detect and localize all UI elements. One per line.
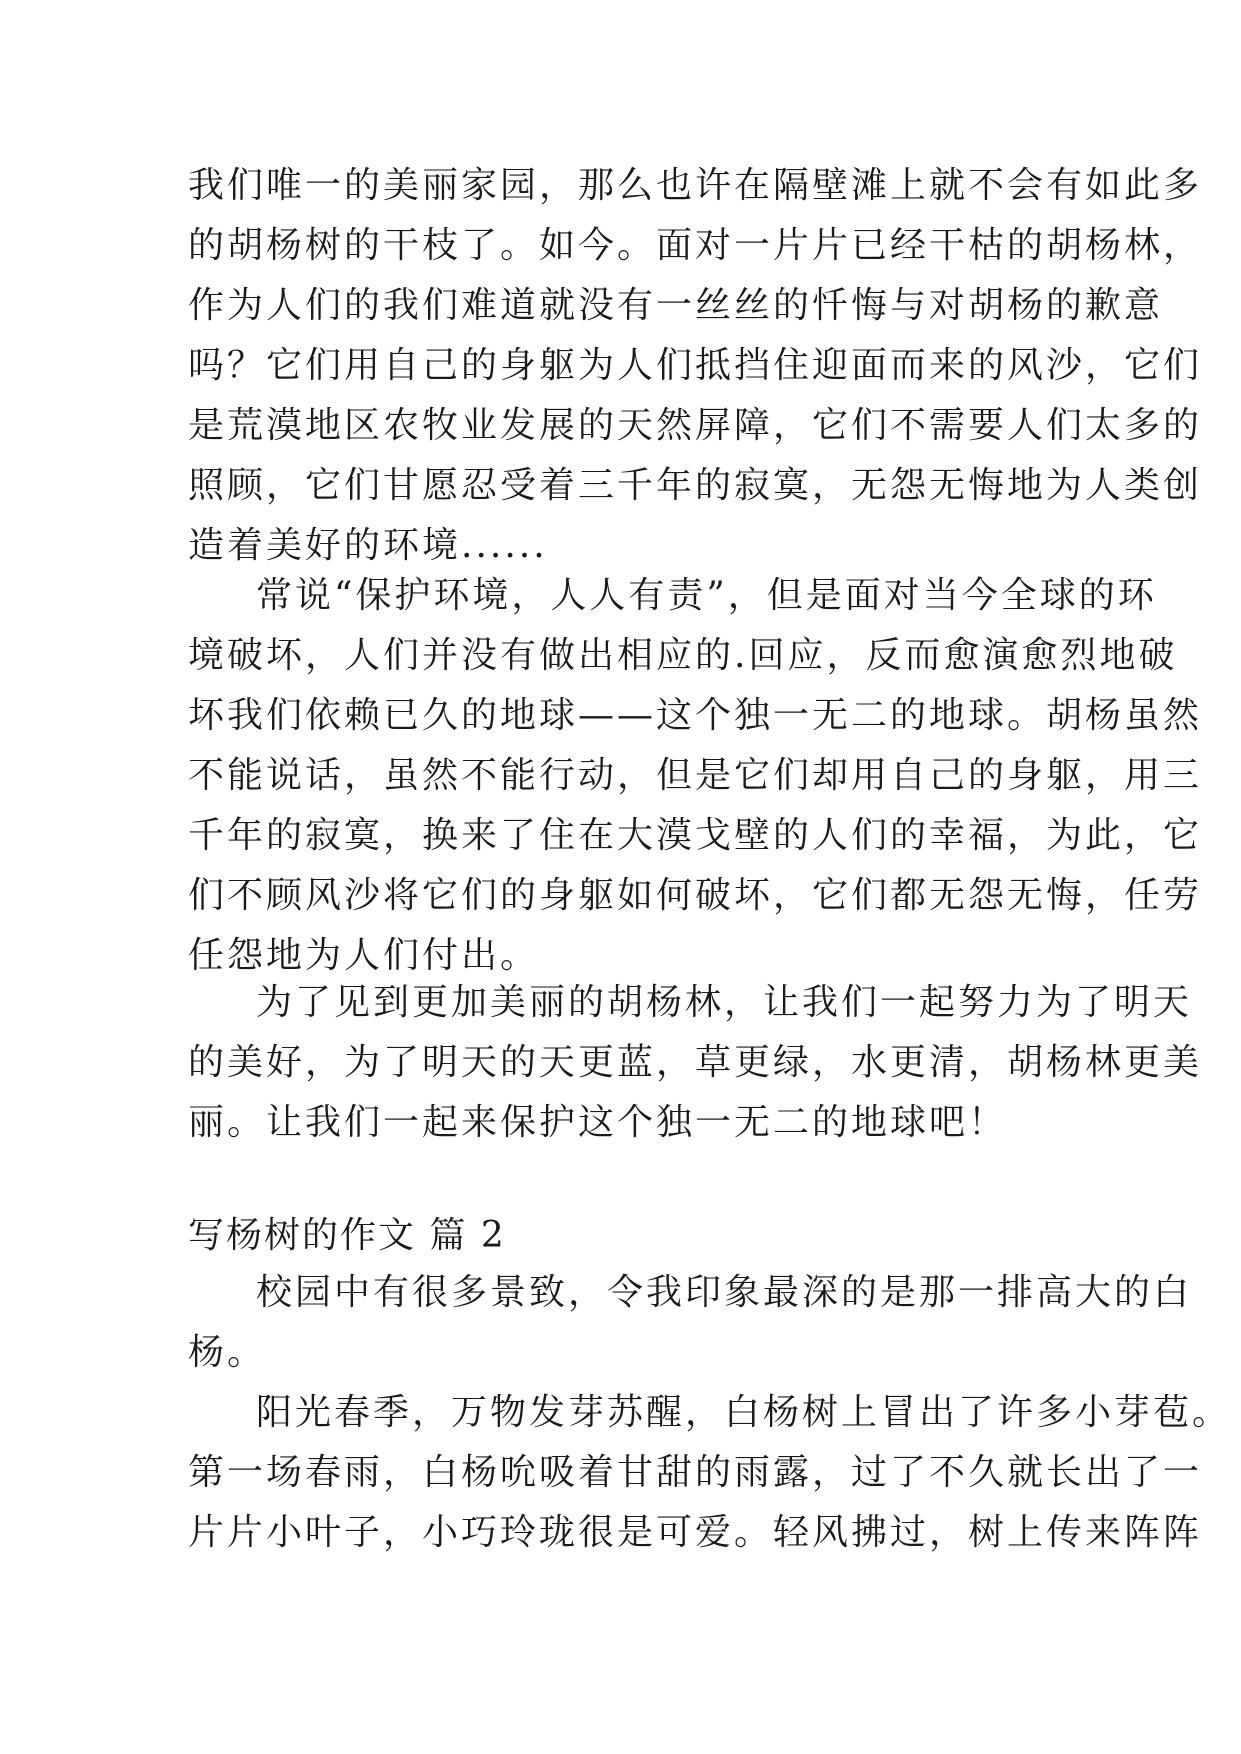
paragraph-line: 校园中有很多景致，令我印象最深的是那一排高大的白 [256, 1272, 1193, 1313]
paragraph-line: 吗？它们用自己的身躯为人们抵挡住迎面而来的风沙，它们 [188, 345, 1203, 386]
paragraph-line: 阳光春季，万物发芽苏醒，白杨树上冒出了许多小芽苞。 [256, 1392, 1232, 1433]
paragraph-line: 为了见到更加美丽的胡杨林，让我们一起努力为了明天 [256, 982, 1193, 1023]
paragraph-1 [188, 156, 1203, 576]
paragraph-3 [188, 973, 1203, 1153]
paragraph-line: 的美好，为了明天的天更蓝，草更绿，水更清，胡杨林更美 [188, 1042, 1203, 1083]
paragraph-line: 是荒漠地区农牧业发展的天然屏障，它们不需要人们太多的 [188, 405, 1203, 446]
paragraph-4 [188, 1263, 1193, 1383]
paragraph-line: 照顾，它们甘愿忍受着三千年的寂寞，无怨无悔地为人类创 [188, 465, 1203, 506]
paragraph-line: 坏我们依赖已久的地球——这个独一无二的地球。胡杨虽然 [188, 695, 1203, 736]
paragraph-5 [188, 1383, 1232, 1563]
paragraph-line: 们不顾风沙将它们的身躯如何破坏，它们都无怨无悔，任劳 [188, 875, 1203, 916]
paragraph-line: 第一场春雨，白杨吮吸着甘甜的雨露，过了不久就长出了一 [188, 1452, 1203, 1493]
section-heading: 写杨树的作文 篇 2 [188, 1215, 506, 1256]
paragraph-line: 片片小叶子，小巧玲珑很是可爱。轻风拂过，树上传来阵阵 [188, 1512, 1203, 1553]
paragraph-line: 杨。 [188, 1332, 267, 1373]
paragraph-line: 常说“保护环境，人人有责”，但是面对当今全球的环 [256, 575, 1157, 616]
paragraph-line: 作为人们的我们难道就没有一丝丝的忏悔与对胡杨的歉意 [188, 285, 1164, 326]
paragraph-line: 造着美好的环境...... [188, 525, 548, 566]
paragraph-line: 任怨地为人们付出。 [188, 935, 540, 976]
paragraph-line: 我们唯一的美丽家园，那么也许在隔壁滩上就不会有如此多 [188, 165, 1203, 206]
paragraph-line: 千年的寂寞，换来了住在大漠戈壁的人们的幸福，为此，它 [188, 815, 1203, 856]
paragraph-line: 境破坏，人们并没有做出相应的.回应，反而愈演愈烈地破 [188, 635, 1178, 676]
paragraph-2 [188, 566, 1203, 986]
paragraph-line: 丽。让我们一起来保护这个独一无二的地球吧！ [188, 1102, 1008, 1143]
paragraph-line: 的胡杨树的干枝了。如今。面对一片片已经干枯的胡杨林， [188, 225, 1203, 266]
paragraph-line: 不能说话，虽然不能行动，但是它们却用自己的身躯，用三 [188, 755, 1203, 796]
